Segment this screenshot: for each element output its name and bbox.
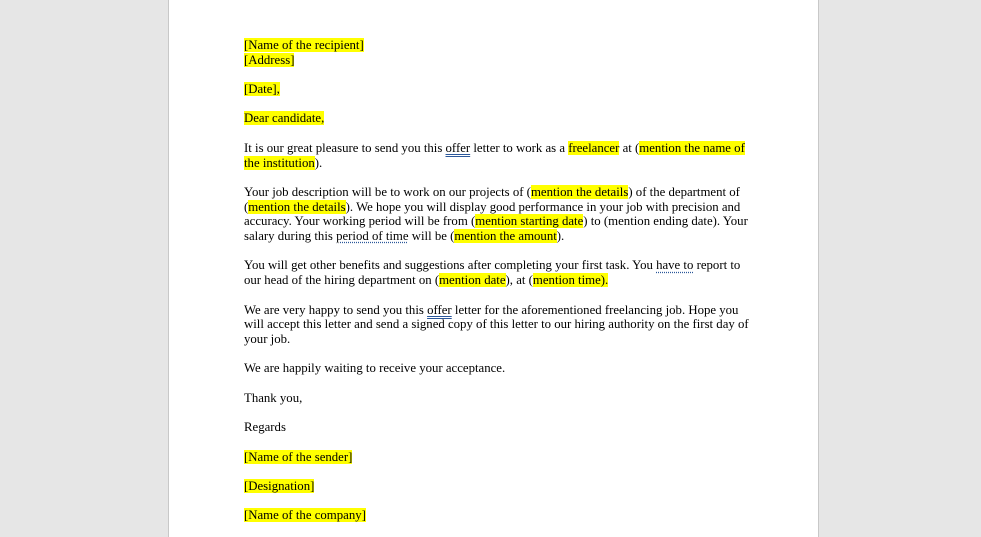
text-run: ) of the department of (	[244, 184, 740, 214]
date-line	[244, 82, 749, 97]
grammar-flag-have-to[interactable]: have to	[656, 258, 694, 273]
regards-line: Regards	[244, 420, 286, 435]
spell-flag-offer-2[interactable]: offer	[427, 302, 452, 317]
recipient-address: [Address]	[244, 52, 295, 67]
placeholder-institution: mention the name of the institution	[244, 140, 745, 170]
text-run: ).	[556, 229, 565, 244]
recipient-block	[244, 38, 749, 67]
sender-line	[244, 450, 749, 465]
paragraph-closing: We are happily waiting to receive your acceptance.	[244, 361, 506, 376]
text-run: ), at (	[505, 273, 533, 288]
letter-date: [Date],	[244, 82, 280, 97]
thank-you-line: Thank you,	[244, 390, 303, 405]
text-run: will be (	[408, 229, 455, 244]
placeholder-details-2: mention the details	[248, 199, 346, 214]
company-line	[244, 508, 749, 523]
designation-line	[244, 479, 749, 494]
placeholder-report-time: mention time).	[532, 273, 609, 288]
grammar-flag-period-of-time[interactable]: period of time	[336, 229, 409, 244]
paragraph-benefits	[244, 258, 749, 287]
salutation-text: Dear candidate,	[244, 111, 325, 126]
text-run: letter to work as a	[470, 140, 569, 155]
text-run: ) to (mention ending date). Your salary during this	[244, 214, 748, 244]
text-run: at (	[619, 140, 640, 155]
recipient-name: [Name of the recipient]	[244, 38, 364, 52]
text-run: Your job description will be to work on our projects of (	[244, 184, 531, 199]
text-run: You will get other benefits and suggestions after completing your first task. You	[244, 258, 657, 273]
letter-body[interactable]	[244, 38, 749, 537]
spell-flag-offer[interactable]: offer	[445, 140, 471, 155]
text-run: report to our head of the hiring department on (	[244, 258, 741, 288]
placeholder-report-date: mention date	[439, 273, 506, 288]
placeholder-freelancer: freelancer	[568, 140, 620, 155]
sender-designation: [Designation]	[244, 478, 315, 493]
text-run: ). We hope you will display good performance in your job with precision and accuracy. Your working period will be from (	[244, 199, 741, 229]
salutation	[244, 111, 749, 126]
placeholder-details-1: mention the details	[530, 184, 629, 199]
paragraph-intro	[244, 141, 749, 170]
paragraph-job-description	[244, 185, 749, 244]
paragraph-acceptance-request	[244, 303, 749, 347]
text-run: ).	[314, 155, 323, 170]
company-name: [Name of the company]	[244, 508, 366, 523]
text-run: We are very happy to send you this	[244, 302, 428, 317]
text-run: letter for the aforementioned freelancing job. Hope you will accept this letter and send a signed copy of this letter to our hiring authority on the first day of your job.	[244, 302, 749, 346]
placeholder-start-date: mention starting date	[475, 214, 584, 229]
text-run: It is our great pleasure to send you this	[244, 140, 446, 155]
document-page[interactable]	[168, 0, 819, 537]
sender-name: [Name of the sender]	[244, 449, 353, 464]
placeholder-amount: mention the amount	[454, 229, 557, 244]
